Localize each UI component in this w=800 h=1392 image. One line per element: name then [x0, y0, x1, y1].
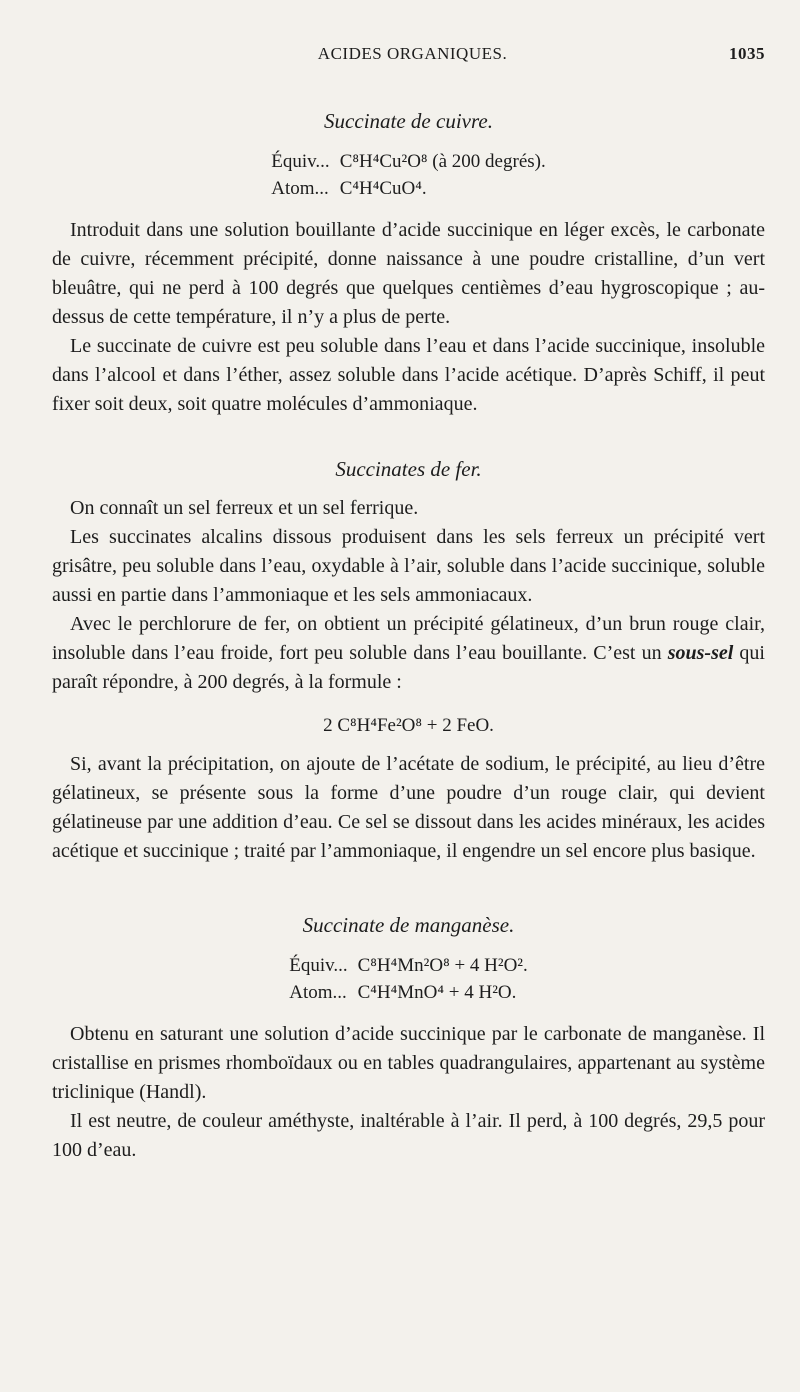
- section-title-cuivre: Succinate de cuivre.: [324, 109, 493, 133]
- page-number: 1035: [729, 44, 765, 63]
- formula-label: Atom...: [271, 178, 329, 199]
- paragraph: Introduit dans une solution bouillante d’acide succinique en léger excès, le carbonate de cuivre, récemment précipité, donne naissance à une poudre cristalline, d’un vert bleuâtre, qui ne perd à 100 degrés que quelques centièmes d’eau hygroscopique ; au-dessus de cette température, il n’y a plus de perte.: [52, 219, 765, 328]
- formula-label: Équiv...: [271, 151, 330, 172]
- paragraph: [52, 610, 765, 697]
- paragraph: Les succinates alcalins dissous produisent dans les sels ferreux un précipité vert grisâtre, peu soluble dans l’eau, oxydable à l’air, soluble dans l’acide succinique, soluble aussi en partie dans l’ammoniaque et les sels ammoniacaux.: [52, 526, 765, 606]
- section-title-manganese: Succinate de manganèse.: [302, 913, 515, 937]
- paragraph: Si, avant la précipitation, on ajoute de l’acétate de sodium, le précipité, au lieu d’être gélatineux, se présente sous la forme d’une poudre d’un rouge clair, qui devient gélatineuse par une addition d’eau. Ce sel se dissout dans les acides minéraux, les acides acétique et succinique ; traité par l’ammoniaque, il engendre un sel encore plus basique.: [52, 753, 765, 862]
- formula-value: C⁴H⁴MnO⁴ + 4 H²O.: [357, 982, 517, 1003]
- formula-block-manganese: [52, 952, 765, 1006]
- emphasis-term: sous-sel: [667, 642, 734, 664]
- formula-label: Atom...: [289, 982, 347, 1003]
- equation: 2 C⁸H⁴Fe²O⁸ + 2 FeO.: [323, 715, 494, 736]
- section-title-fer: Succinates de fer.: [335, 457, 482, 481]
- paragraph: Il est neutre, de couleur améthyste, inaltérable à l’air. Il perd, à 100 degrés, 29,5 pour 100 d’eau.: [52, 1110, 765, 1161]
- formula-label: Équiv...: [289, 955, 348, 976]
- formula-block-cuivre: [52, 148, 765, 202]
- formula-value: C⁸H⁴Mn²O⁸ + 4 H²O².: [357, 955, 528, 976]
- formula-value: C⁴H⁴CuO⁴.: [339, 178, 427, 199]
- page-content: [52, 106, 765, 1165]
- paragraph: On connaît un sel ferreux et un sel ferrique.: [70, 497, 419, 519]
- paragraph-text: qui paraît répondre, à 200 degrés, à la formule :: [52, 642, 765, 693]
- running-title: ACIDES ORGANIQUES.: [317, 44, 508, 63]
- formula-value: C⁸H⁴Cu²O⁸ (à 200 degrés).: [339, 151, 546, 172]
- page-header: [60, 44, 765, 70]
- paragraph-text: Avec le perchlorure de fer, on obtient un précipité gélatineux, d’un brun rouge clair, insoluble dans l’eau froide, fort peu soluble dans l’eau bouillante. C’est un: [52, 613, 765, 664]
- paragraph: Le succinate de cuivre est peu soluble dans l’eau et dans l’acide succinique, insoluble dans l’alcool et dans l’éther, assez soluble dans l’acide acétique. D’après Schiff, il peut fixer soit deux, soit quatre molécules d’ammoniaque.: [52, 335, 765, 415]
- paragraph: Obtenu en saturant une solution d’acide succinique par le carbonate de manganèse. Il cristallise en prismes rhomboïdaux ou en tables quadrangulaires, appartenant au système triclinique (Handl).: [52, 1023, 765, 1103]
